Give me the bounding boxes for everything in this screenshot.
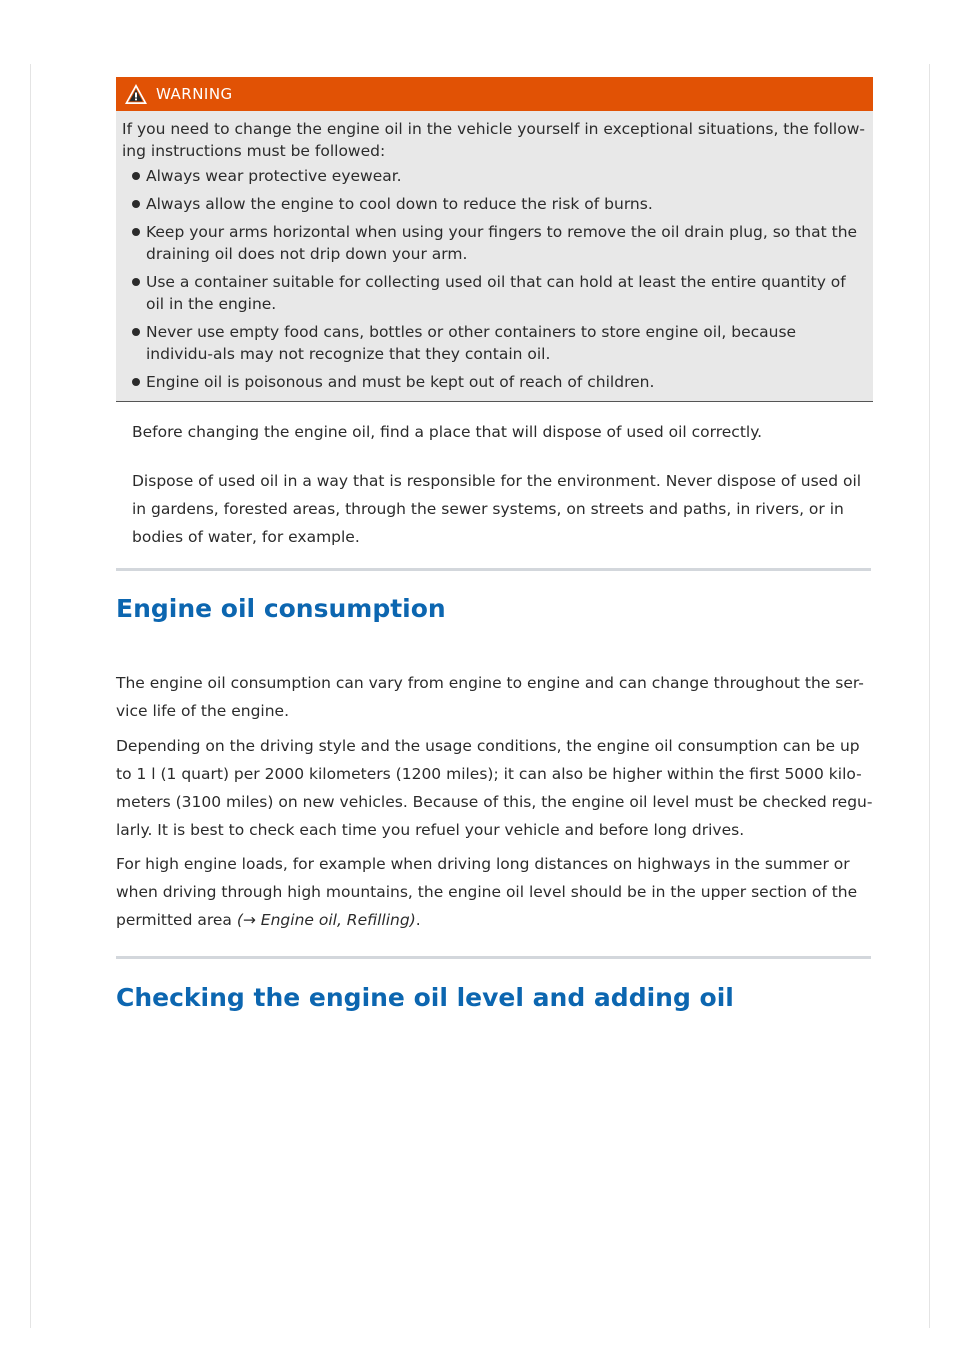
warning-item: Use a container suitable for collecting used oil that can hold at least the entire quantity of oil in the engine.: [122, 271, 865, 315]
warning-item: Always allow the engine to cool down to reduce the risk of burns.: [122, 193, 865, 215]
warning-title: WARNING: [156, 85, 233, 103]
section-divider: [116, 568, 871, 571]
warning-item: Keep your arms horizontal when using your fingers to remove the oil drain plug, so that the draining oil does not drip down your arm.: [122, 221, 865, 265]
warning-item: Never use empty food cans, bottles or other containers to store engine oil, because individu-als may not recognize that they contain oil.: [122, 321, 865, 365]
section-heading-oil-consumption: Engine oil consumption: [116, 594, 446, 623]
bullet-icon: [132, 328, 140, 336]
disposal-environment-paragraph: Dispose of used oil in a way that is responsible for the environment. Never dispose of used oil in gardens, forested areas, through the sewer systems, on streets and paths, in rivers, or in bodies of water, for example.: [132, 472, 862, 546]
section-heading-check-oil-level: Checking the engine oil level and adding oil: [116, 983, 734, 1012]
page-margin-right: [929, 64, 930, 1328]
warning-item: Always wear protective eyewear.: [122, 165, 865, 187]
consumption-paragraph-2: Depending on the driving style and the usage conditions, the engine oil consumption can be up to 1 l (1 quart) per 2000 kilometers (1200 miles); it can also be higher within the first 5000 kilo-meters (3100 miles) on new vehicles. Because of this, the engine oil level must be checked regu-larly. It is best to check each time you refuel your vehicle and before long drives.: [116, 737, 873, 839]
bullet-icon: [132, 228, 140, 236]
bullet-icon: [132, 200, 140, 208]
consumption-paragraph-1: The engine oil consumption can vary from engine to engine and can change throughout the ser-vice life of the engine.: [116, 674, 864, 720]
warning-box: [116, 77, 873, 402]
engine-oil-refilling-link[interactable]: (→ Engine oil, Refilling): [236, 911, 416, 929]
warning-item: Engine oil is poisonous and must be kept out of reach of children.: [122, 371, 865, 393]
consumption-paragraph-3: For high engine loads, for example when driving long distances on highways in the summer or when driving through high mountains, the engine oil level should be in the upper section of the permitted area (→ Engine oil, Refilling).: [116, 855, 858, 929]
bullet-icon: [132, 378, 140, 386]
warning-header: [116, 77, 873, 111]
disposal-location-paragraph: Before changing the engine oil, find a place that will dispose of used oil correctly.: [132, 423, 763, 441]
warning-intro: If you need to change the engine oil in the vehicle yourself in exceptional situations, the follow-ing instructions must be followed:: [122, 120, 865, 160]
section-divider: [116, 956, 871, 959]
bullet-icon: [132, 172, 140, 180]
page-margin-left: [30, 64, 31, 1328]
warning-triangle-icon: [124, 83, 148, 105]
warning-list: [122, 165, 865, 393]
bullet-icon: [132, 278, 140, 286]
warning-body: [116, 111, 873, 401]
